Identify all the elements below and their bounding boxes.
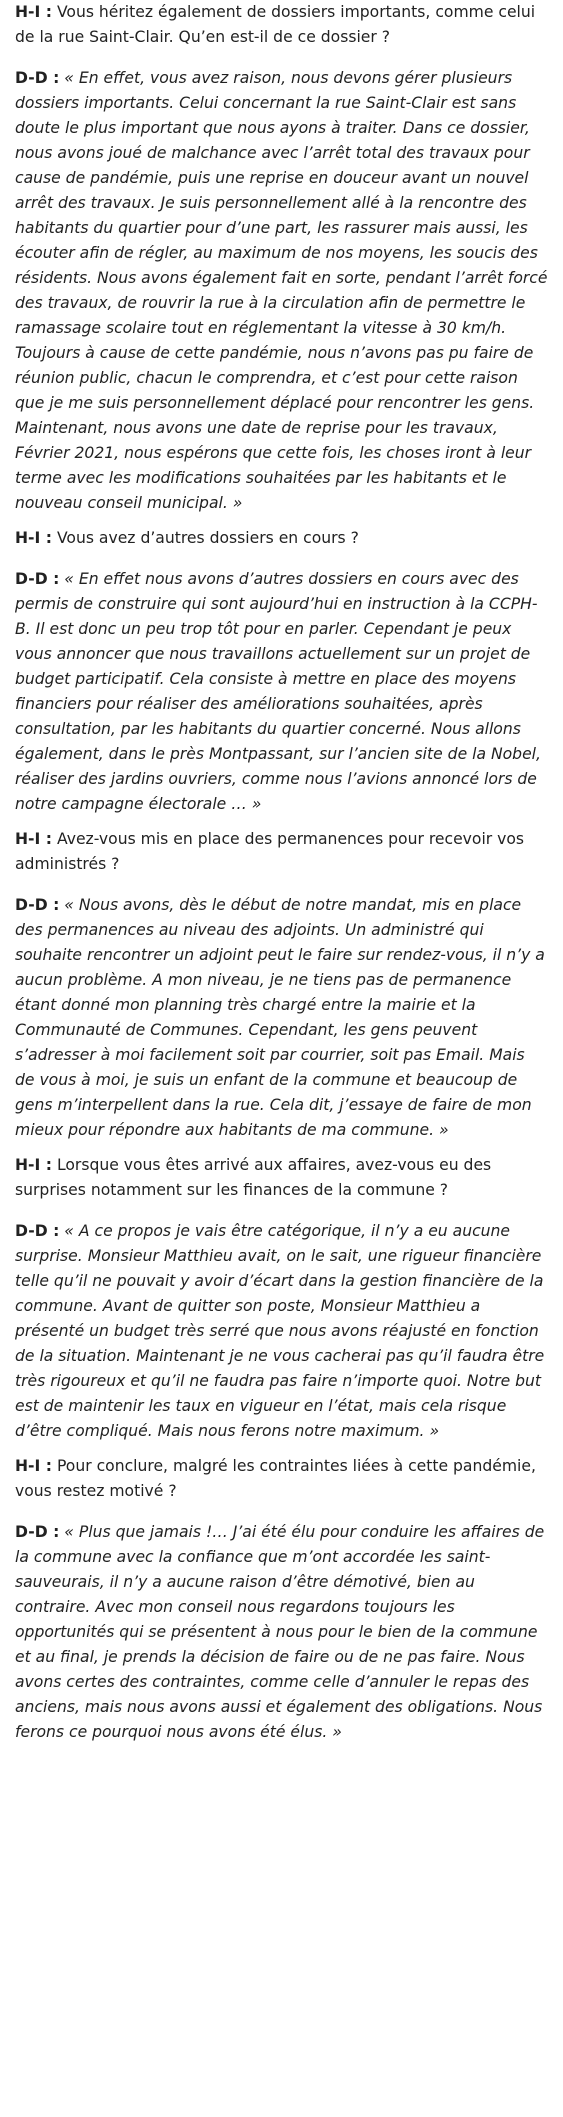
interviewer-label: H-I :	[15, 3, 52, 21]
answer-text: « En effet, vous avez raison, nous devons gérer plusieurs dossiers importants. Celui concernant la rue Saint-Clair est sans doute le plus important que nous ayons à traiter. Dans ce dossier, nous avons joué de malchance avec l’arrêt total des travaux pour cause de pandémie, puis une reprise en douceur avant un nouvel arrêt des travaux. Je suis personnellement allé à la rencontre des habitants du quartier pour d’une part, les rassurer mais aussi, les écouter afin de régler, au maximum de nos moyens, les soucis des résidents. Nous avons également fait en sorte, pendant l’arrêt forcé des travaux, de rouvrir la rue à la circulation afin de permettre le ramassage scolaire tout en réglementant la vitesse à 30 km/h. Toujours à cause de cette pandémie, nous n’avons pas pu faire de réunion public, chacun le comprendra, et c’est pour cette raison que je me suis personnellement déplacé pour rencontrer les gens. Maintenant, nous avons une date de reprise pour les travaux, Février 2021, nous espérons que cette fois, les choses iront à leur terme avec les modifications souhaitées par les habitants et le nouveau conseil municipal. »	[15, 69, 548, 512]
interview-answer	[15, 66, 549, 516]
question-text: Lorsque vous êtes arrivé aux affaires, avez-vous eu des surprises notamment sur les finances de la commune ?	[15, 1156, 492, 1199]
interview-question	[15, 526, 549, 551]
interviewee-label: D-D :	[15, 896, 60, 914]
question-text: Pour conclure, malgré les contraintes liées à cette pandémie, vous restez motivé ?	[15, 1457, 536, 1500]
interviewee-label: D-D :	[15, 570, 60, 588]
question-text: Vous héritez également de dossiers importants, comme celui de la rue Saint-Clair. Qu’en est-il de ce dossier ?	[15, 3, 536, 46]
interviewer-label: H-I :	[15, 529, 52, 547]
interview-answer	[15, 893, 549, 1143]
interviewee-label: D-D :	[15, 69, 60, 87]
interview-answer	[15, 1520, 549, 1745]
interviewer-label: H-I :	[15, 830, 52, 848]
interview-question	[15, 827, 549, 877]
interviewer-label: H-I :	[15, 1156, 52, 1174]
interview-question	[15, 1454, 549, 1504]
interview-question	[15, 0, 549, 50]
answer-text: « En effet nous avons d’autres dossiers en cours avec des permis de construire qui sont aujourd’hui en instruction à la CCPH-B. Il est donc un peu trop tôt pour en parler. Cependant je peux vous annoncer que nous travaillons actuellement sur un projet de budget participatif. Cela consiste à mettre en place des moyens financiers pour réaliser des améliorations souhaitées, après consultation, par les habitants du quartier concerné. Nous allons également, dans le près Montpassant, sur l’ancien site de la Nobel, réaliser des jardins ouvriers, comme nous l’avions annoncé lors de notre campagne électorale … »	[15, 570, 541, 813]
answer-text: « A ce propos je vais être catégorique, il n’y a eu aucune surprise. Monsieur Matthieu avait, on le sait, une rigueur financière telle qu’il ne pouvait y avoir d’écart dans la gestion financière de la commune. Avant de quitter son poste, Monsieur Matthieu a présenté un budget très serré que nous avons réajusté en fonction de la situation. Maintenant je ne vous cacherai pas qu’il faudra être très rigoureux et qu’il ne faudra pas faire n’importe quoi. Notre but est de maintenir les taux en vigueur en l’état, mais cela risque d’être compliqué. Mais nous ferons notre maximum. »	[15, 1222, 545, 1440]
interviewee-label: D-D :	[15, 1222, 60, 1240]
question-text: Avez-vous mis en place des permanences pour recevoir vos administrés ?	[15, 830, 525, 873]
interview-question	[15, 1153, 549, 1203]
interviewee-label: D-D :	[15, 1523, 60, 1541]
answer-text: « Plus que jamais !… J’ai été élu pour conduire les affaires de la commune avec la confiance que m’ont accordée les saint-sauveurais, il n’y a aucune raison d’être démotivé, bien au contraire. Avec mon conseil nous regardons toujours les opportunités qui se présentent à nous pour le bien de la commune et au final, je prends la décision de faire ou de ne pas faire. Nous avons certes des contraintes, comme celle d’annuler le repas des anciens, mais nous avons aussi et également des obligations. Nous ferons ce pourquoi nous avons été élus. »	[15, 1523, 545, 1741]
interview-answer	[15, 567, 549, 817]
interview-answer	[15, 1219, 549, 1444]
question-text: Vous avez d’autres dossiers en cours ?	[52, 529, 359, 547]
interviewer-label: H-I :	[15, 1457, 52, 1475]
answer-text: « Nous avons, dès le début de notre mandat, mis en place des permanences au niveau des adjoints. Un administré qui souhaite rencontrer un adjoint peut le faire sur rendez-vous, il n’y a aucun problème. A mon niveau, je ne tiens pas de permanence étant donné mon planning très chargé entre la mairie et la Communauté de Communes. Cependant, les gens peuvent s’adresser à moi facilement soit par courrier, soit pas Email. Mais de vous à moi, je suis un enfant de la commune et beaucoup de gens m’interpellent dans la rue. Cela dit, j’essaye de faire de mon mieux pour répondre aux habitants de ma commune. »	[15, 896, 545, 1139]
